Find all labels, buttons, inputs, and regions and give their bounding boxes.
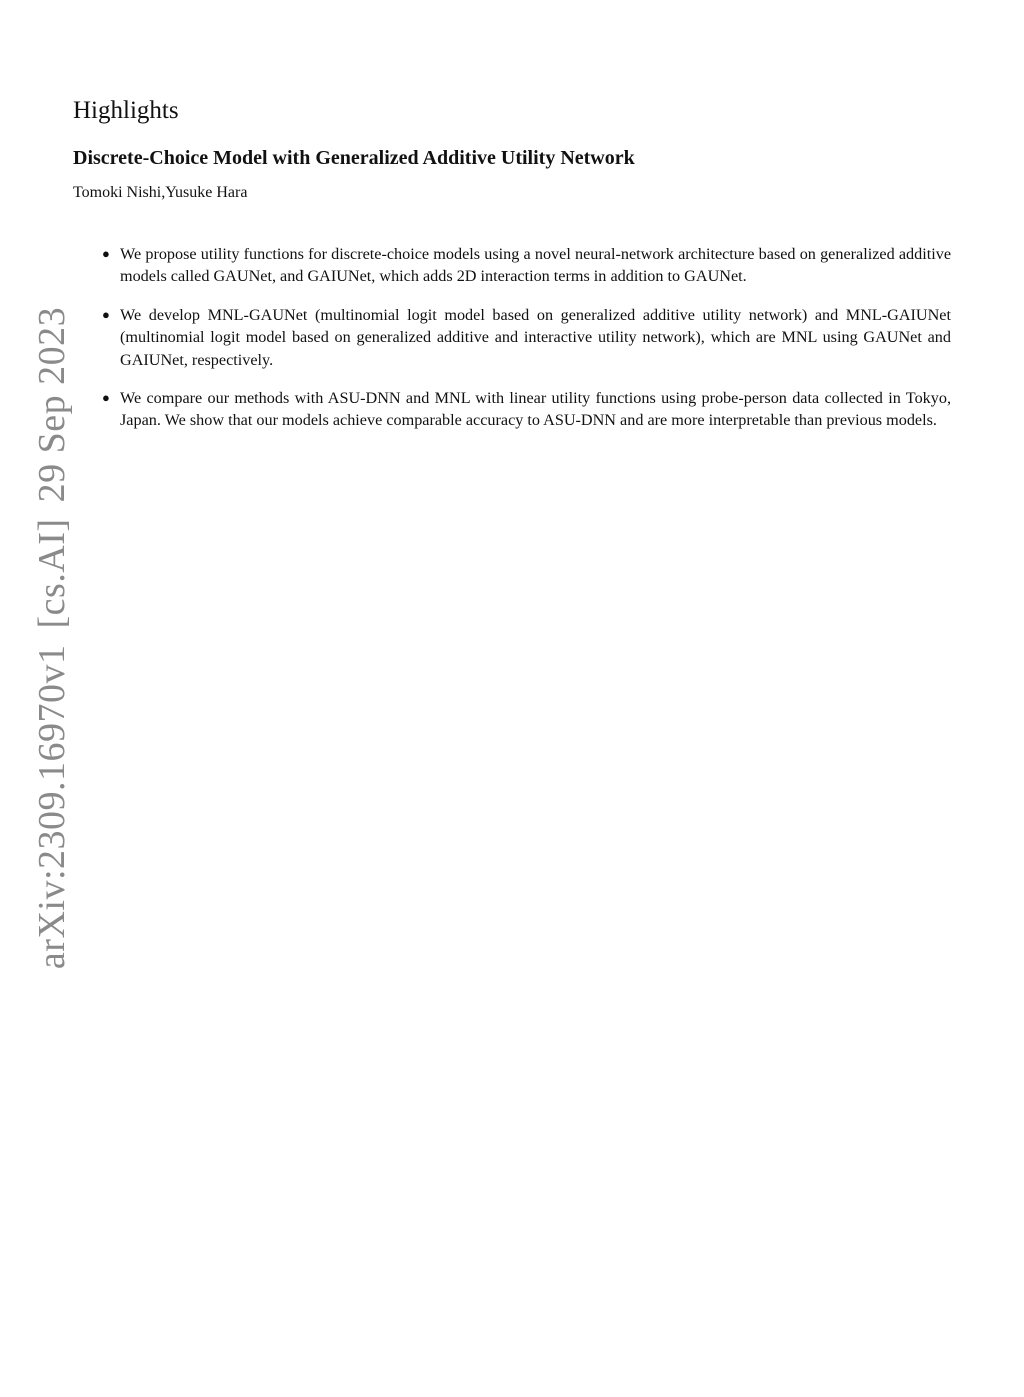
arxiv-category: [cs.AI] bbox=[31, 518, 73, 629]
author-list: Tomoki Nishi,Yusuke Hara bbox=[73, 184, 248, 201]
highlight-item bbox=[100, 243, 951, 288]
paper-title: Discrete-Choice Model with Generalized Additive Utility Network bbox=[73, 147, 635, 169]
bullet-icon: ● bbox=[102, 246, 110, 261]
highlights-heading: Highlights bbox=[73, 97, 179, 124]
highlight-item bbox=[100, 387, 951, 432]
highlight-item bbox=[100, 304, 951, 371]
highlight-text: We develop MNL-GAUNet (multinomial logit model based on generalized additive utility network) and MNL-GAIUNet (multinomial logit model based on generalized additive and interactive utility network), which are MNL using GAUNet and GAIUNet, respectively. bbox=[120, 305, 951, 369]
bullet-icon: ● bbox=[102, 306, 110, 322]
arxiv-identifier: arXiv:2309.16970v1 bbox=[31, 644, 73, 970]
bullet-icon: ● bbox=[102, 390, 110, 406]
arxiv-date: 29 Sep 2023 bbox=[31, 306, 73, 503]
highlight-text: We propose utility functions for discrete-choice models using a novel neural-network architecture based on generalized additive models called GAUNet, and GAIUNet, which adds 2D interaction terms in addition to GAUNet. bbox=[120, 245, 951, 286]
highlights-list bbox=[100, 243, 951, 448]
arxiv-stamp bbox=[32, 307, 72, 969]
highlight-text: We compare our methods with ASU-DNN and MNL with linear utility functions using probe-person data collected in Tokyo, Japan. We show that our models achieve comparable accuracy to ASU-DNN and are more interpretable than previous models. bbox=[120, 389, 951, 430]
